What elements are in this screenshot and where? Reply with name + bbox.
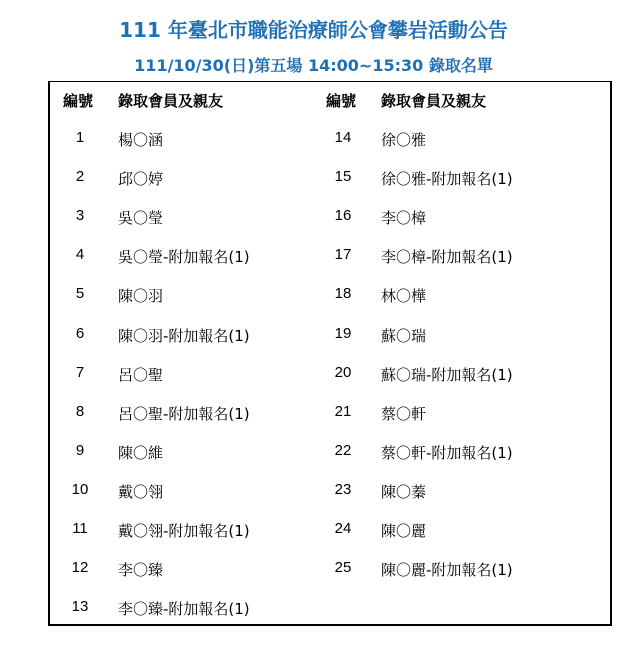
- row-number: 2: [75, 168, 85, 185]
- row-member-name: 李〇臻: [118, 561, 164, 579]
- row-number: 6: [75, 325, 85, 342]
- row-member-name: 陳〇羽-附加報名(1): [118, 327, 250, 345]
- row-number: 8: [75, 403, 85, 420]
- row-number: 20: [334, 364, 352, 381]
- row-member-name: 李〇樟-附加報名(1): [381, 248, 513, 266]
- row-number: 17: [334, 246, 352, 263]
- row-member-name: 戴〇翎-附加報名(1): [118, 522, 250, 540]
- column-header-name-left: 錄取會員及親友: [118, 92, 224, 110]
- row-number: 7: [75, 364, 85, 381]
- row-member-name: 蔡〇軒-附加報名(1): [381, 444, 513, 462]
- row-number: 1: [75, 129, 85, 146]
- row-member-name: 吳〇瑩-附加報名(1): [118, 248, 250, 266]
- row-member-name: 林〇樺: [381, 287, 427, 305]
- row-member-name: 陳〇麗: [381, 522, 427, 540]
- row-member-name: 戴〇翎: [118, 483, 164, 501]
- row-number: 16: [334, 207, 352, 224]
- row-member-name: 陳〇麗-附加報名(1): [381, 561, 513, 579]
- row-number: 10: [71, 481, 89, 498]
- row-member-name: 李〇樟: [381, 209, 427, 227]
- row-member-name: 邱〇婷: [118, 170, 164, 188]
- row-member-name: 陳〇羽: [118, 287, 164, 305]
- row-member-name: 徐〇雅-附加報名(1): [381, 170, 513, 188]
- row-number: 14: [334, 129, 352, 146]
- row-number: 21: [334, 403, 352, 420]
- row-member-name: 呂〇聖: [118, 366, 164, 384]
- page-subtitle: 111/10/30(日)第五場 14:00~15:30 錄取名單: [134, 56, 493, 75]
- row-member-name: 李〇臻-附加報名(1): [118, 600, 250, 618]
- row-member-name: 蘇〇瑞-附加報名(1): [381, 366, 513, 384]
- row-number: 4: [75, 246, 85, 263]
- row-member-name: 楊〇涵: [118, 131, 164, 149]
- row-member-name: 呂〇聖-附加報名(1): [118, 405, 250, 423]
- row-number: 22: [334, 442, 352, 459]
- row-number: 24: [334, 520, 352, 537]
- column-header-name-right: 錄取會員及親友: [381, 92, 487, 110]
- page-title: 111 年臺北市職能治療師公會攀岩活動公告: [119, 18, 508, 42]
- row-number: 15: [334, 168, 352, 185]
- row-number: 5: [75, 285, 85, 302]
- row-number: 25: [334, 559, 352, 576]
- row-member-name: 蘇〇瑞: [381, 327, 427, 345]
- row-number: 12: [71, 559, 89, 576]
- row-member-name: 陳〇維: [118, 444, 164, 462]
- row-number: 11: [72, 520, 88, 537]
- roster-table-frame: [48, 81, 612, 626]
- row-member-name: 陳〇蓁: [381, 483, 427, 501]
- column-header-number-right: 編號: [326, 92, 357, 110]
- row-number: 13: [71, 598, 89, 615]
- row-number: 18: [334, 285, 352, 302]
- column-header-number-left: 編號: [63, 92, 94, 110]
- row-member-name: 蔡〇軒: [381, 405, 427, 423]
- row-number: 19: [334, 325, 352, 342]
- row-member-name: 吳〇瑩: [118, 209, 164, 227]
- row-number: 23: [334, 481, 352, 498]
- row-number: 3: [75, 207, 85, 224]
- row-number: 9: [75, 442, 85, 459]
- row-member-name: 徐〇雅: [381, 131, 427, 149]
